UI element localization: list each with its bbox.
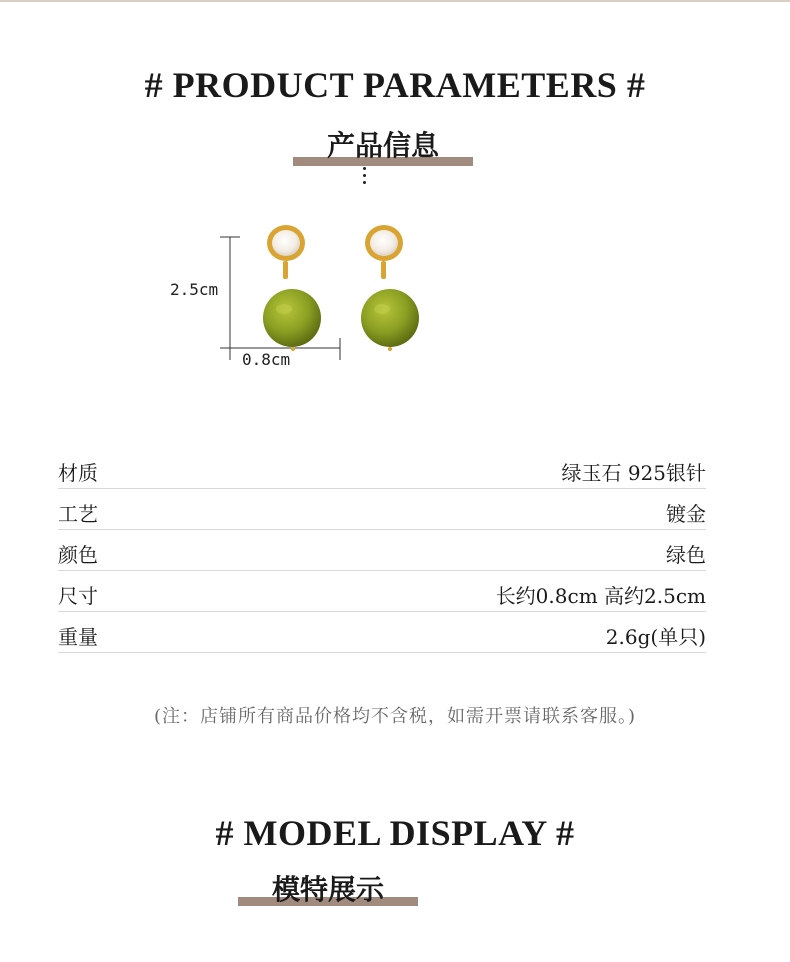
right-earring	[361, 225, 419, 351]
parameter-value: 绿玉石 925银针	[561, 461, 706, 485]
subtitle-label: 模特展示	[271, 873, 384, 906]
parameter-label: 尺寸	[58, 584, 98, 608]
parameter-value: 长约0.8cm 高约2.5cm	[495, 584, 706, 608]
vertical-dots-divider	[362, 167, 368, 188]
parameter-value: 2.6g(单只)	[605, 625, 706, 649]
parameter-row-material	[58, 448, 706, 489]
parameter-row-size	[58, 571, 706, 612]
parameter-row-weight	[58, 612, 706, 653]
width-dimension-label: 0.8cm	[242, 350, 291, 369]
parameter-label: 材质	[58, 461, 98, 485]
model-display-subtitle	[238, 868, 418, 914]
subtitle-label: 产品信息	[326, 129, 439, 162]
product-parameters-title: # PRODUCT PARAMETERS #	[144, 65, 646, 105]
parameter-value: 镀金	[666, 502, 706, 526]
product-info-subtitle	[293, 122, 473, 168]
top-divider	[0, 0, 790, 2]
parameter-label: 重量	[58, 625, 98, 649]
parameters-table	[58, 448, 706, 653]
height-dimension-label: 2.5cm	[170, 280, 219, 299]
parameter-value: 绿色	[666, 543, 706, 567]
model-display-title: # MODEL DISPLAY #	[215, 813, 575, 853]
parameter-label: 颜色	[58, 543, 98, 567]
earring-product-image	[160, 215, 460, 375]
tax-note: (注：店铺所有商品价格均不含税，如需开票请联系客服。)	[153, 706, 637, 727]
left-earring	[263, 225, 321, 351]
parameter-row-craft	[58, 489, 706, 530]
parameter-label: 工艺	[58, 502, 98, 526]
parameter-row-color	[58, 530, 706, 571]
